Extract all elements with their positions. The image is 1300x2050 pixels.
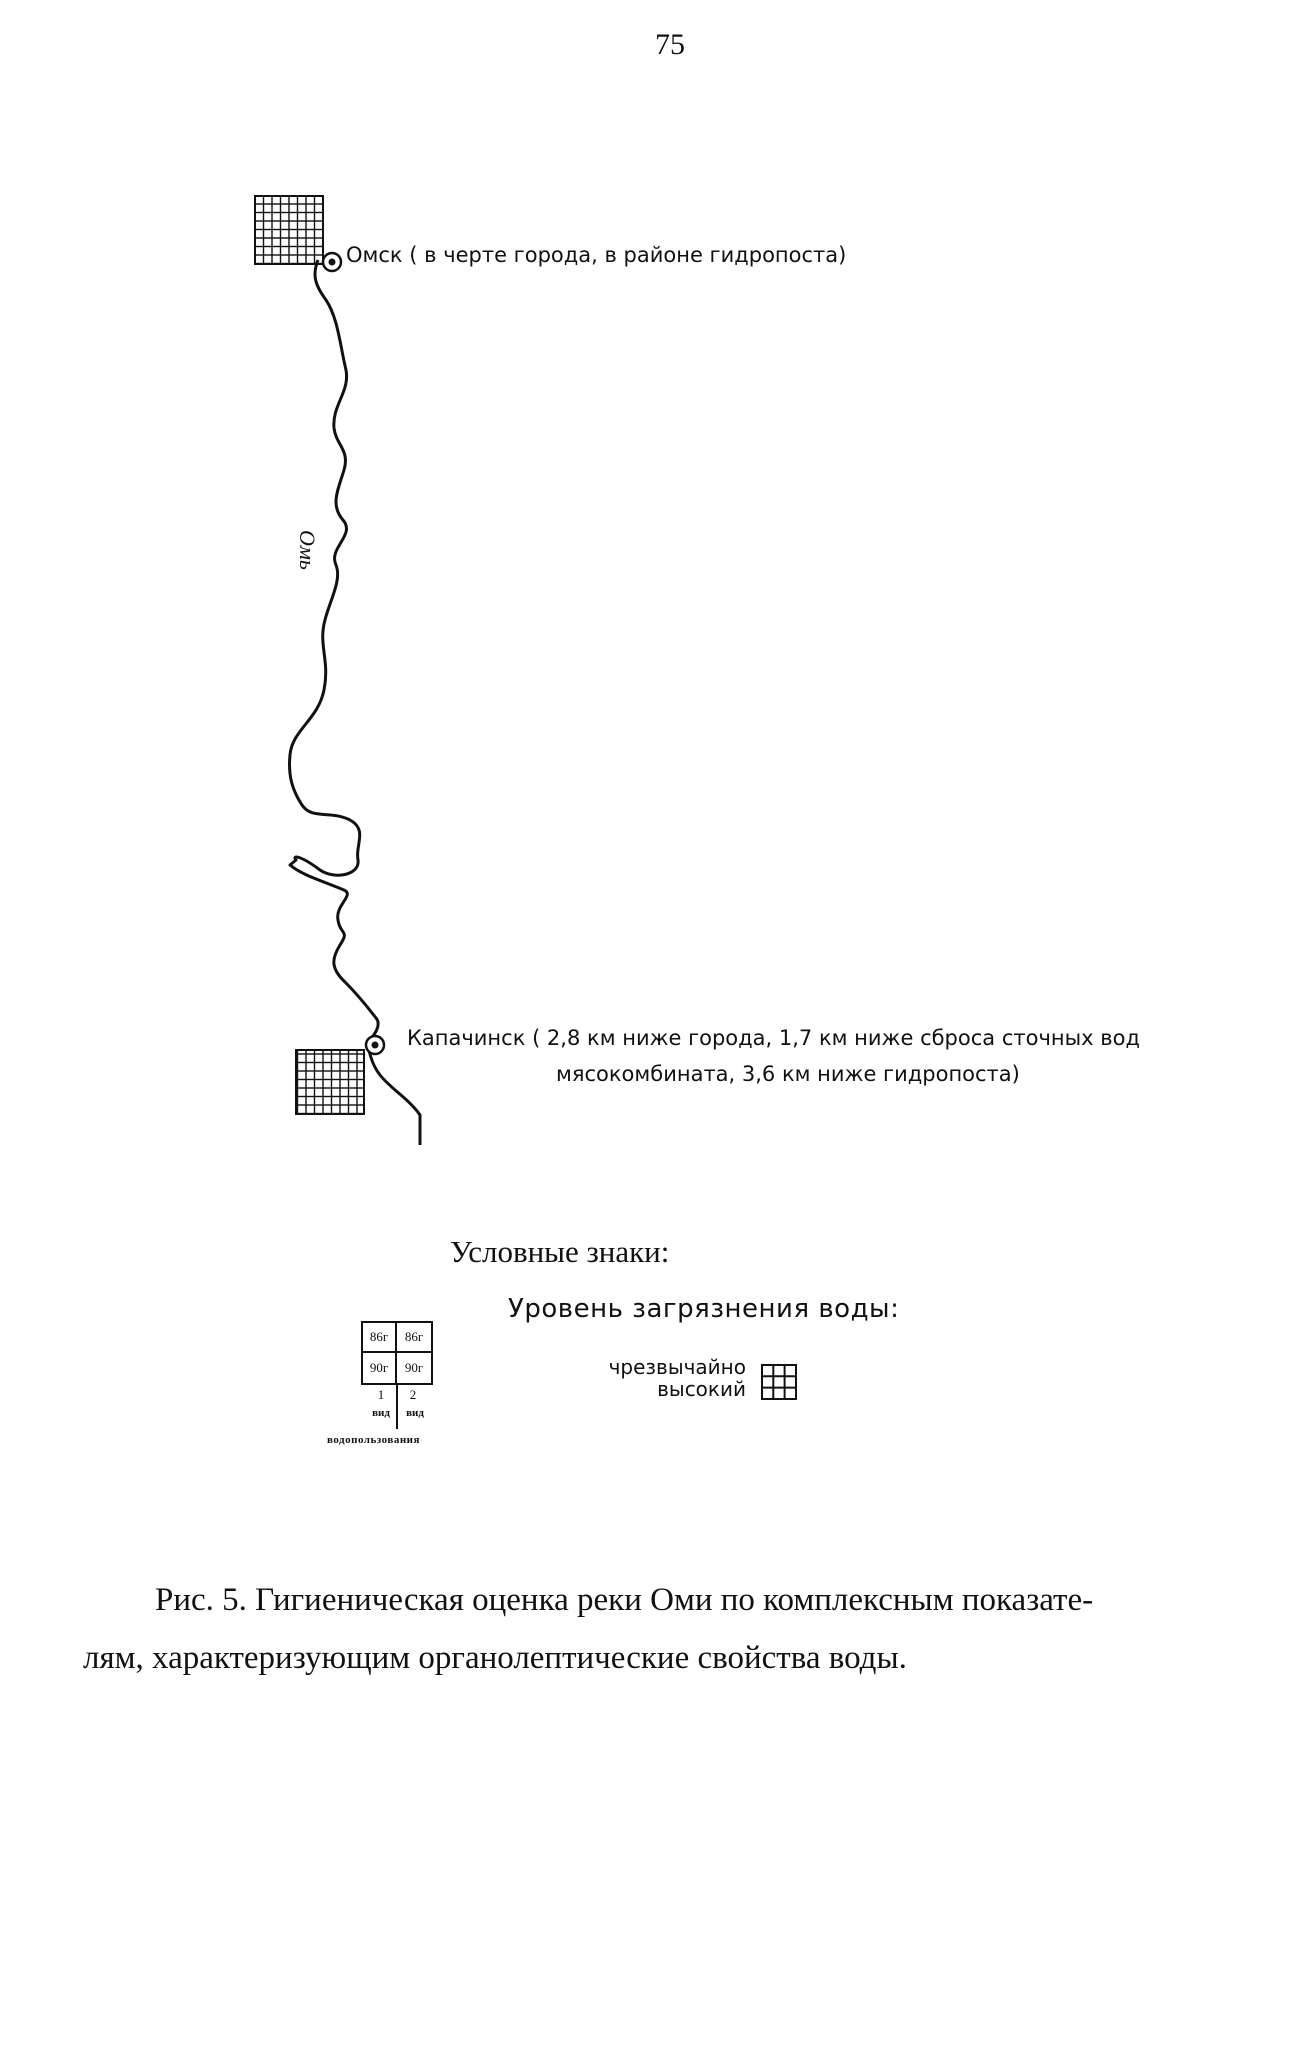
figure-caption-line2: лям, характеризующим органолептические свойства воды. [83,1640,907,1676]
omsk-label: Омск ( в черте города, в районе гидропоста) [346,243,847,267]
omsk-pollution-grid-icon [255,196,323,264]
omsk-point-icon [323,253,341,271]
kapachinsk-label-line2: мясокомбината, 3,6 км ниже гидропоста) [556,1062,1020,1086]
legend-col1-number: 1 [377,1387,385,1402]
legend-key [361,1321,431,1429]
legend-cell: 90г [404,1360,424,1375]
legend-col1-word: вид [372,1407,390,1419]
legend-key-bottom-label: водопользования [327,1434,420,1446]
page-number: 75 [655,28,685,61]
legend-subtitle: Уровень загрязнения воды: [508,1294,900,1324]
legend-title: Условные знаки: [450,1234,670,1269]
legend-level-line1: чрезвычайно [608,1355,746,1379]
figure-caption-line1: Рис. 5. Гигиеническая оценка реки Оми по комплексным показате- [155,1582,1094,1618]
river-name: Омь [295,530,320,570]
kapachinsk-label-line1: Капачинск ( 2,8 км ниже города, 1,7 км ниже сброса сточных вод [407,1026,1141,1050]
kapachinsk-point-icon [366,1036,384,1054]
legend-col2-word: вид [406,1407,424,1419]
legend-col2-number: 2 [409,1387,417,1402]
legend-level-line2: высокий [657,1377,746,1401]
legend-cell: 86г [363,1323,397,1353]
legend-cell: 90г [363,1353,397,1383]
kapachinsk-pollution-grid-icon [296,1050,364,1114]
legend-grid-icon [761,1364,797,1400]
legend-level-label [600,1356,746,1400]
river-line [290,260,421,1145]
legend-key-divider [396,1385,398,1429]
legend-cell: 86г [397,1323,431,1353]
